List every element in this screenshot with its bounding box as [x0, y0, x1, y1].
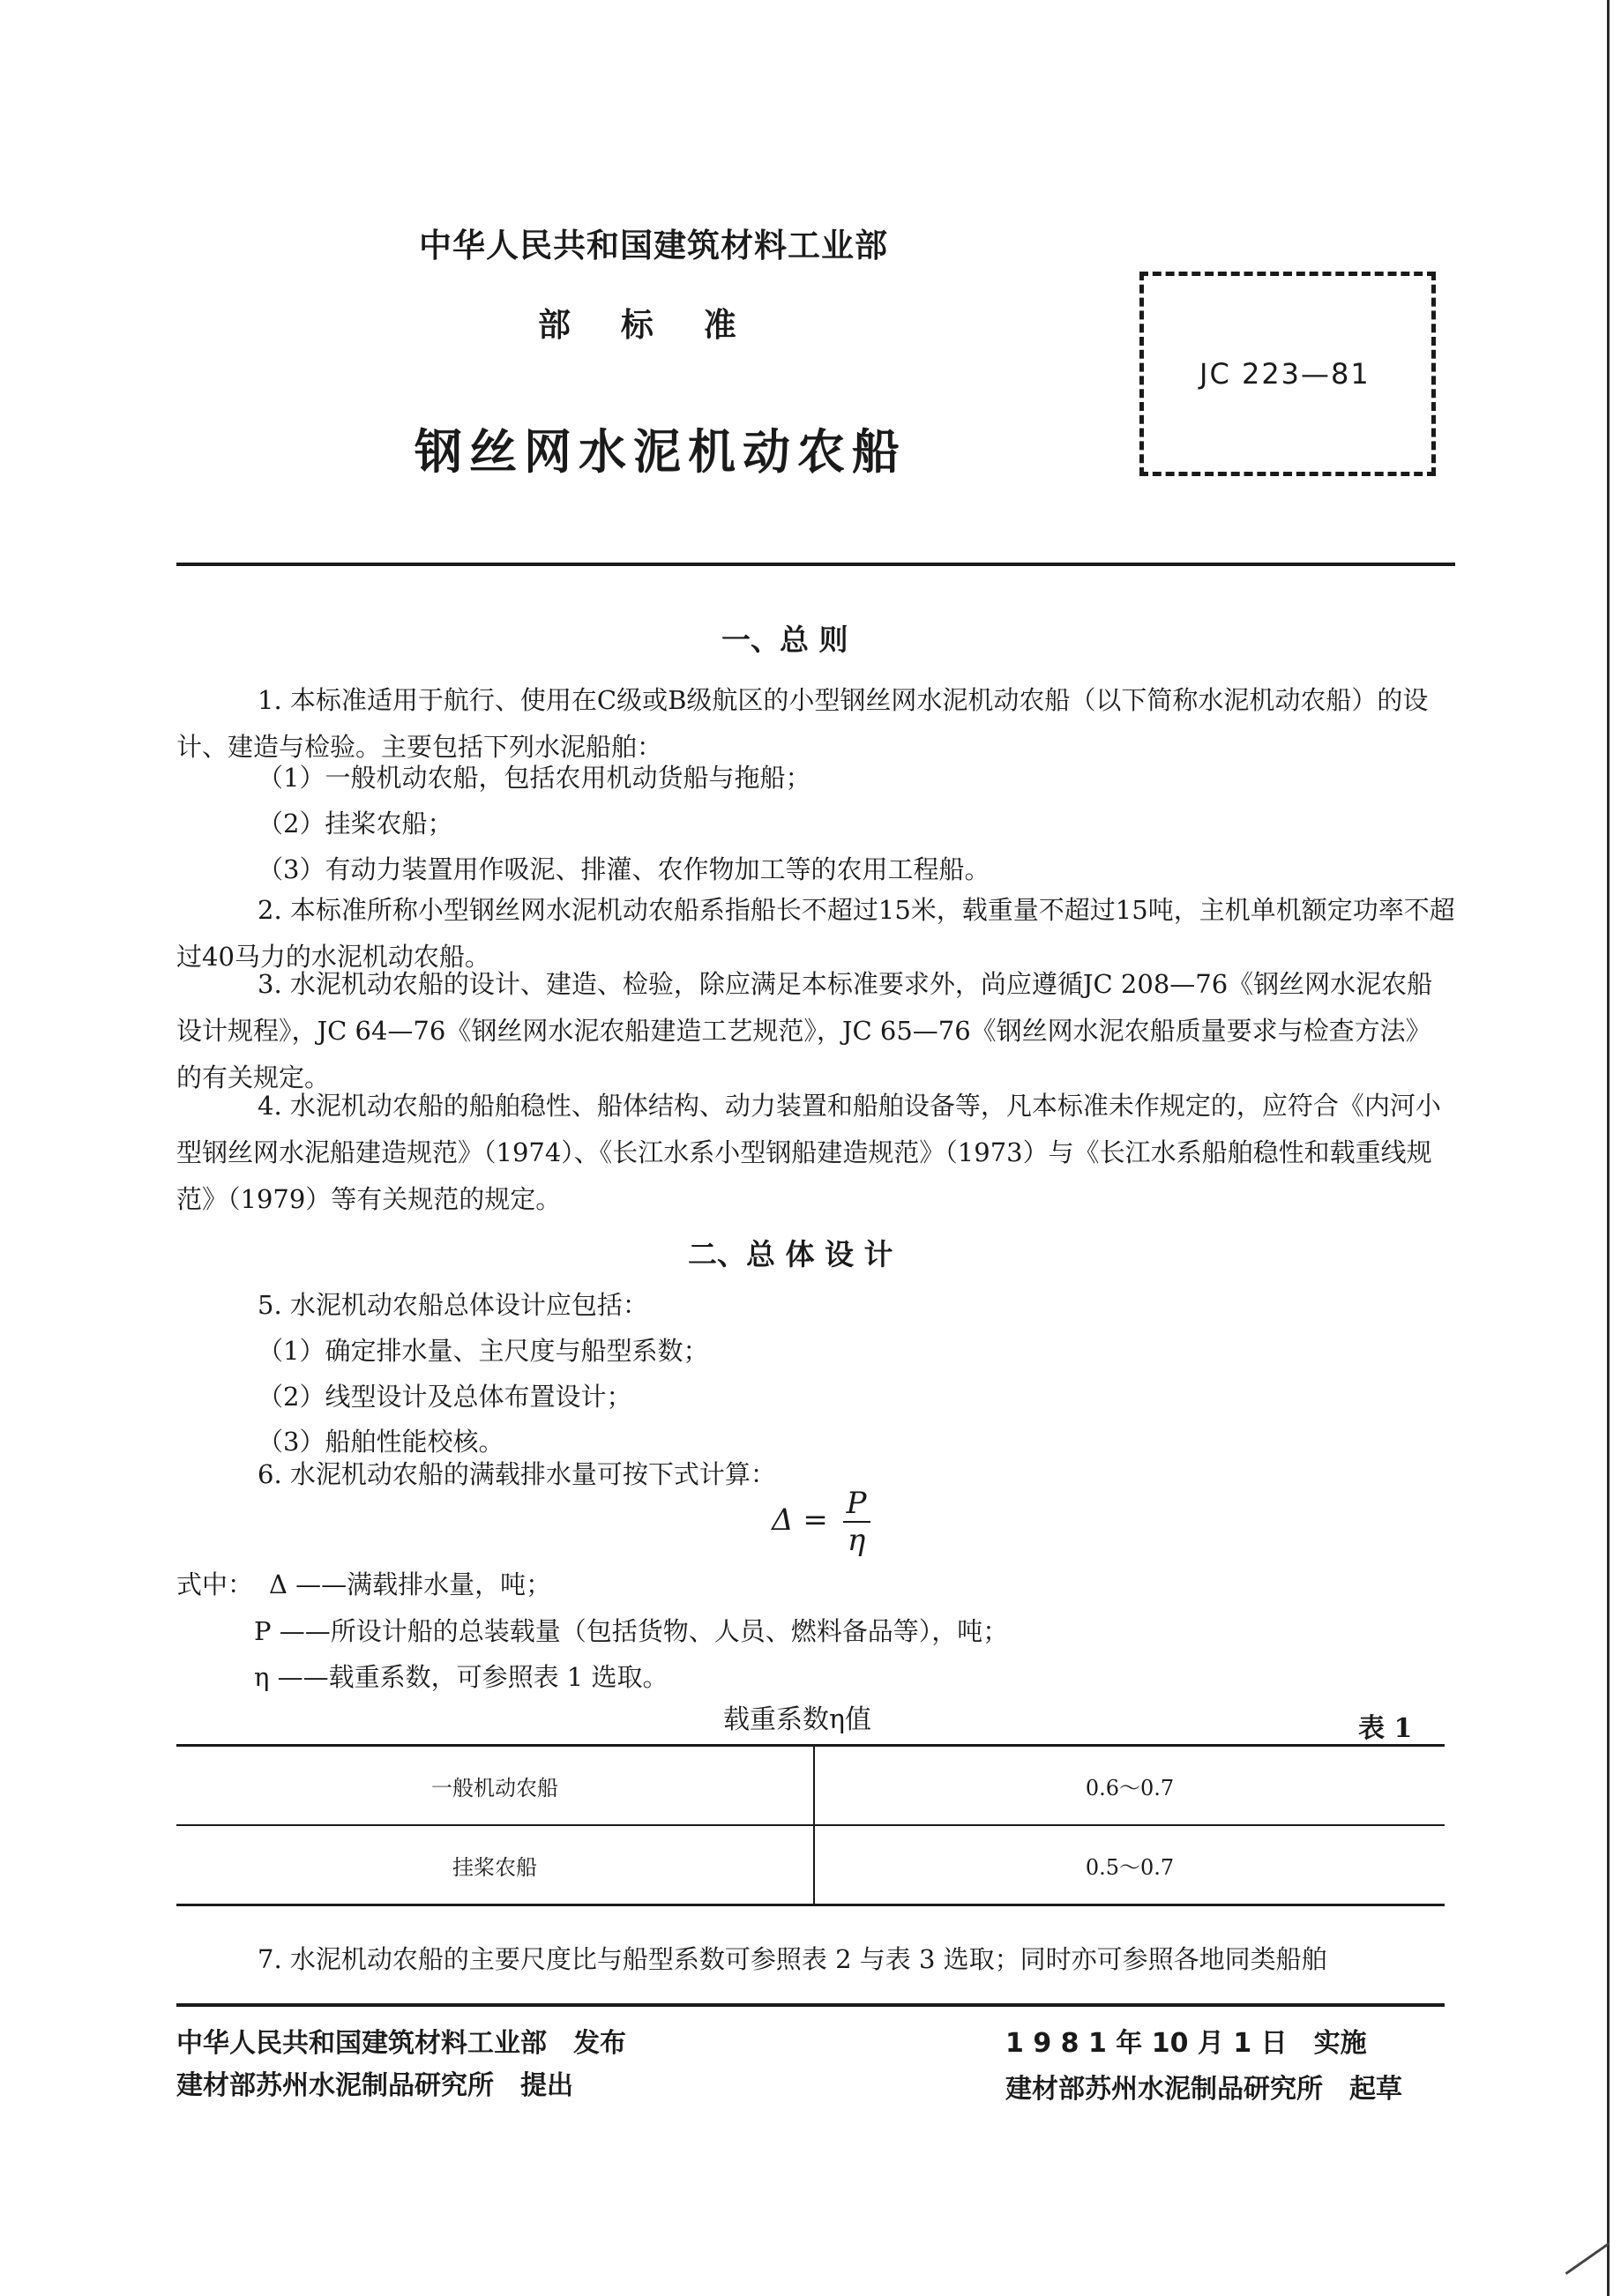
table-cell-type: 挂桨农船	[176, 1825, 814, 1905]
page-corner-fold	[1565, 2242, 1610, 2275]
list-item: （1）一般机动农船，包括农用机动货船与拖船；	[258, 763, 811, 793]
section-heading-1: 一、总 则	[721, 622, 848, 657]
formula-fraction	[843, 1486, 870, 1558]
list-item: （2）挂桨农船；	[258, 809, 453, 839]
paragraph-5: 5. 水泥机动农船总体设计应包括：	[258, 1290, 648, 1320]
list-item: （1）确定排水量、主尺度与船型系数；	[258, 1336, 709, 1366]
paragraph-3: 3. 水泥机动农船的设计、建造、检验，除应满足本标准要求外，尚应遵循JC 208—76《钢丝网水泥农船设计规程》，JC 64—76《钢丝网水泥农船建造工艺规范》，JC 65—76《钢丝网水泥农船质量要求与检查方法》的有关规定。	[176, 969, 1433, 1092]
table-label: 表 1	[1358, 1713, 1413, 1744]
definition-p: P ——所设计船的总装载量（包括货物、人员、燃料备品等），吨；	[254, 1616, 1009, 1646]
standard-code: JC 223—81	[1199, 357, 1371, 391]
table-cell-type: 一般机动农船	[176, 1746, 814, 1826]
issuing-organization: 中华人民共和国建筑材料工业部	[419, 227, 888, 265]
footer-drafter: 建材部苏州水泥制品研究所 起草	[1005, 2074, 1402, 2105]
definition-delta: Δ ——满载排水量，吨；	[269, 1569, 552, 1599]
list-item: （3）有动力装置用作吸泥、排灌、农作物加工等的农用工程船。	[258, 854, 990, 884]
paragraph-6: 6. 水泥机动农船的满载排水量可按下式计算：	[258, 1459, 776, 1489]
formula-lhs: Δ =	[772, 1502, 828, 1538]
section-heading-2: 二、总 体 设 计	[688, 1237, 893, 1271]
page-edge	[1607, 0, 1610, 2296]
header-divider	[176, 563, 1455, 566]
paragraph-7: 7. 水泥机动农船的主要尺度比与船型系数可参照表 2 与表 3 选取；同时亦可参照各地同类船舶	[258, 1944, 1327, 1974]
table-row	[176, 1825, 1445, 1905]
load-coefficient-table	[176, 1744, 1445, 1906]
table-cell-value: 0.5～0.7	[814, 1825, 1445, 1905]
displacement-formula	[772, 1486, 870, 1558]
footer-publisher: 中华人民共和国建筑材料工业部 发布	[176, 2028, 626, 2059]
table-row	[176, 1746, 1445, 1826]
definition-eta: η ——载重系数，可参照表 1 选取。	[254, 1662, 669, 1692]
list-item: （3）船舶性能校核。	[258, 1427, 504, 1457]
table-caption: 载重系数η值	[723, 1704, 871, 1735]
paragraph-2: 2. 本标准所称小型钢丝网水泥机动农船系指船长不超过15米，载重量不超过15吨，主机单机额定功率不超过40马力的水泥机动农船。	[176, 895, 1455, 972]
footer-proposer: 建材部苏州水泥制品研究所 提出	[176, 2070, 573, 2101]
paragraph-1: 1. 本标准适用于航行、使用在C级或B级航区的小型钢丝网水泥机动农船（以下简称水泥机动农船）的设计、建造与检验。主要包括下列水泥船舶：	[176, 685, 1429, 762]
paragraph-4: 4. 水泥机动农船的船舶稳性、船体结构、动力装置和船舶设备等，凡本标准未作规定的，应符合《内河小型钢丝网水泥船建造规范》（1974）、《长江水系小型钢船建造规范》（1973）与《长江水系船舶稳性和载重线规范》（1979）等有关规范的规定。	[176, 1091, 1441, 1214]
list-item: （2）线型设计及总体布置设计；	[258, 1382, 632, 1412]
formula-denominator: η	[847, 1523, 866, 1558]
page-title: 钢丝网水泥机动农船	[415, 424, 907, 480]
footer-divider	[176, 2003, 1445, 2007]
standard-type: 部 标 准	[538, 306, 738, 344]
table-cell-value: 0.6～0.7	[814, 1746, 1445, 1826]
formula-numerator: P	[843, 1486, 870, 1523]
where-label: 式中：	[176, 1569, 254, 1599]
footer-effective-date: 1 9 8 1 年 10 月 1 日 实施	[1005, 2028, 1367, 2059]
